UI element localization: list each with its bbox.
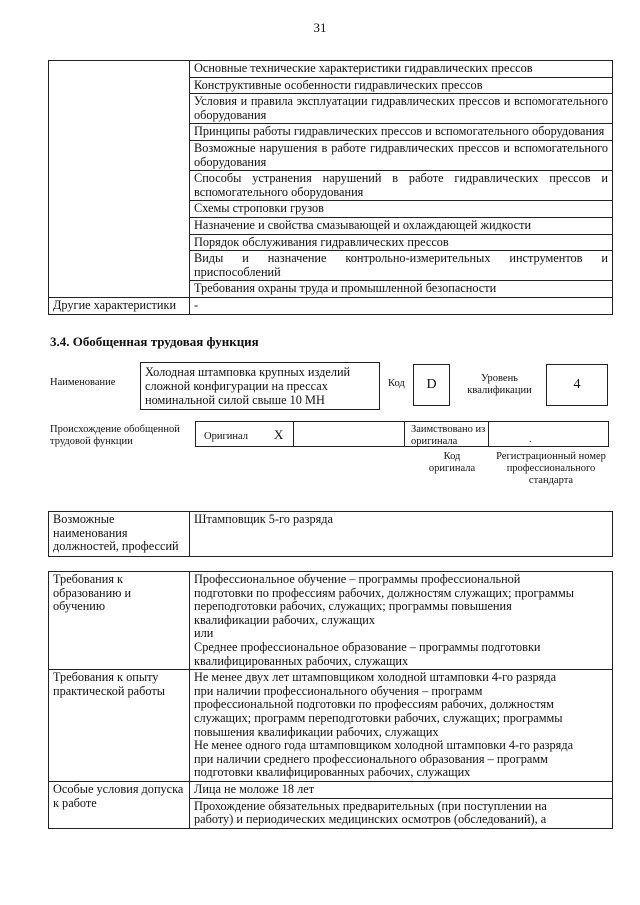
experience-line: Не менее двух лет штамповщиком холодной штамповки 4-го разряда — [194, 670, 557, 685]
origin-label: Происхождение обобщенной трудовой функции — [50, 424, 180, 447]
special-conditions-age: Лица не моложе 18 лет — [190, 781, 613, 798]
knowledge-item: Назначение и свойства смазывающей и охлаждающей жидкости — [190, 217, 613, 234]
education-line: Среднее профессиональное образование – программы подготовки — [194, 639, 541, 654]
experience-line: при наличии профессионального обучения – программ — [194, 683, 483, 698]
registration-number-label: Регистрационный номер профессионального стандарта — [496, 451, 606, 486]
qualification-level-value: 4 — [546, 364, 608, 406]
education-line: квалифицированных рабочих, служащих — [194, 653, 409, 668]
special-condition-line: работу) и периодических медицинских осмотров (обследований), а — [194, 812, 547, 827]
other-characteristics-label: Другие характеристики — [49, 297, 190, 314]
knowledge-label-cell — [49, 61, 190, 298]
experience-value — [190, 670, 613, 782]
special-conditions-medical — [190, 798, 613, 828]
experience-line: подготовки квалифицированных рабочих, служащих — [194, 765, 471, 780]
table-row — [49, 512, 613, 557]
education-line: переподготовки рабочих, служащих; программы повышения — [194, 599, 512, 614]
name-label: Наименование — [50, 377, 116, 388]
education-line: или — [194, 626, 214, 641]
knowledge-item: Схемы строповки грузов — [190, 201, 613, 218]
experience-line: повышения квалификации рабочих, служащих — [194, 724, 439, 739]
table-row — [49, 572, 613, 670]
positions-value: Штамповщик 5-го разряда — [190, 512, 613, 557]
knowledge-item: Способы устранения нарушений в работе гидравлических прессов и вспомогательного оборудования — [190, 171, 613, 201]
section-title: 3.4. Обобщенная трудовая функция — [50, 334, 259, 349]
special-condition-line: Прохождение обязательных предварительных (при поступлении на — [194, 798, 547, 813]
education-value — [190, 572, 613, 670]
education-line: Профессиональное обучение – программы профессиональной — [194, 572, 521, 586]
education-label: Требования к образованию и обучению — [49, 572, 190, 670]
knowledge-item: Принципы работы гидравлических прессов и вспомогательного оборудования — [190, 124, 613, 141]
origin-row — [195, 421, 609, 447]
experience-line: служащих; программ переподготовки рабочих, служащих; программы — [194, 710, 563, 725]
experience-line: при наличии среднего профессионального образования – программ — [194, 751, 548, 766]
function-name-value: Холодная штамповка крупных изделий сложной конфигурации на прессах номинальной силой свыше 10 МН — [140, 362, 380, 410]
table-row — [49, 670, 613, 782]
experience-label: Требования к опыту практической работы — [49, 670, 190, 782]
original-label: Оригинал — [204, 431, 248, 442]
special-conditions-label: Особые условия допуска к работе — [49, 781, 190, 828]
origin-code-dot: . — [529, 434, 532, 445]
education-line: подготовки по профессиям рабочих, должностям служащих; программы — [194, 585, 574, 600]
experience-line: профессиональной подготовки по профессиям рабочих, должностям — [194, 697, 554, 712]
origin-code-cell — [489, 422, 609, 446]
other-characteristics-value: - — [190, 297, 613, 314]
positions-label: Возможные наименования должностей, профессий — [49, 512, 190, 557]
code-label: Код — [388, 378, 405, 389]
knowledge-item: Виды и назначение контрольно-измерительных инструментов и приспособлений — [190, 251, 613, 281]
page-number: 31 — [313, 20, 327, 35]
experience-line: Не менее одного года штамповщиком холодной штамповки 4-го разряда — [194, 738, 574, 753]
table-row — [49, 297, 613, 314]
knowledge-item: Условия и правила эксплуатации гидравлических прессов и вспомогательного оборудования — [190, 94, 613, 124]
origin-borrowed-cell — [405, 422, 489, 446]
borrowed-label: Заимствовано из оригинала — [411, 424, 486, 447]
qualification-level-label: Уровень квалификации — [467, 373, 532, 396]
function-code-value: D — [413, 364, 450, 406]
knowledge-item: Порядок обслуживания гидравлических прессов — [190, 234, 613, 251]
requirements-table — [48, 571, 613, 829]
knowledge-item: Основные технические характеристики гидравлических прессов — [190, 61, 613, 78]
original-mark: X — [274, 427, 284, 442]
knowledge-table — [48, 60, 613, 315]
code-original-label: Код оригинала — [428, 451, 476, 474]
knowledge-item: Возможные нарушения в работе гидравлических прессов и вспомогательного оборудования — [190, 140, 613, 170]
origin-mark-cell — [294, 422, 405, 446]
knowledge-item: Конструктивные особенности гидравлических прессов — [190, 77, 613, 94]
table-row — [49, 61, 613, 78]
positions-table — [48, 511, 613, 557]
knowledge-item: Требования охраны труда и промышленной безопасности — [190, 281, 613, 298]
education-line: квалификации рабочих, служащих — [194, 612, 376, 627]
table-row — [49, 781, 613, 798]
